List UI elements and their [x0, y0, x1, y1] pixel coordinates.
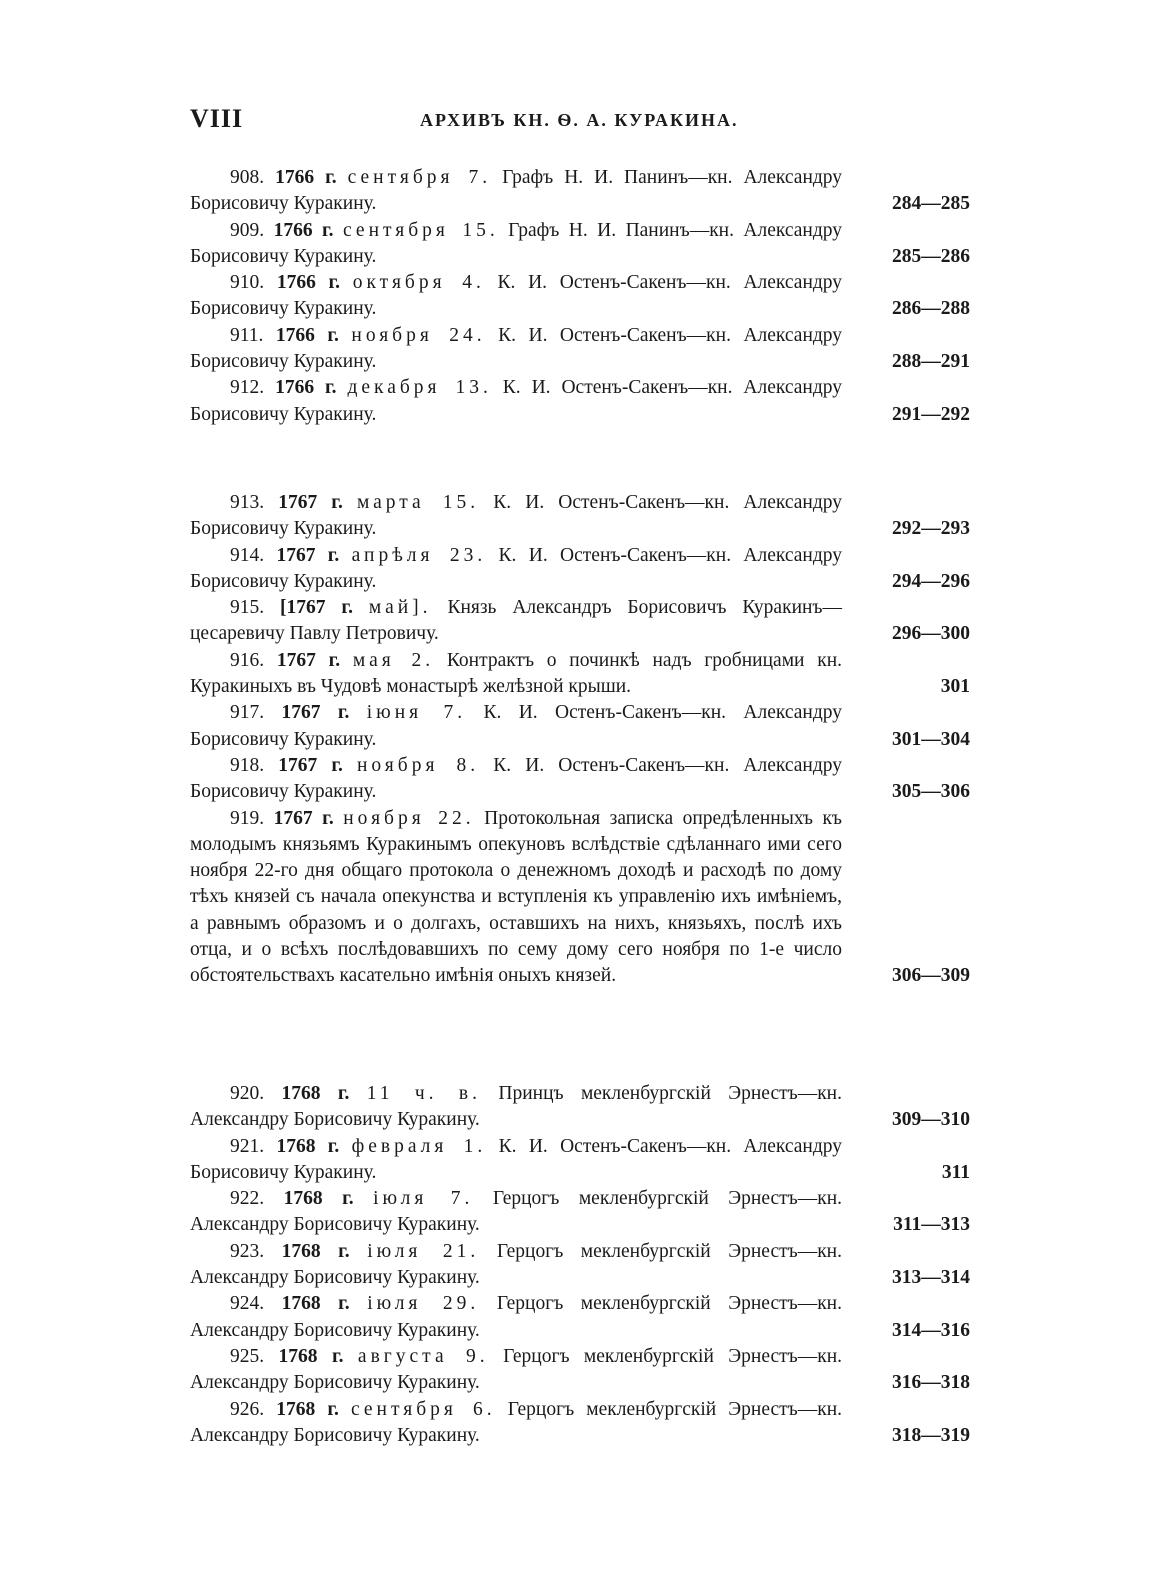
- entry-year: 1766 г.: [275, 377, 337, 399]
- entry-number: 920.: [230, 1083, 265, 1104]
- entry-text: [190, 375, 842, 428]
- entry-number: 913.: [230, 492, 265, 513]
- entry-description: К. И. Остенъ-Сакенъ—кн. Александру Борисовичу Куракину.: [190, 272, 843, 320]
- entry-text: [190, 270, 842, 323]
- contents-entry: [190, 270, 980, 323]
- entry-number: 923.: [230, 1240, 265, 1262]
- contents-entry: [190, 218, 980, 271]
- entry-text: [190, 1397, 842, 1450]
- entry-page-range: 314—316: [892, 1319, 970, 1341]
- entry-number: 916.: [230, 649, 265, 671]
- entry-date: іюля 7.: [373, 1188, 474, 1210]
- entry-description: Герцогъ мекленбургскій Эрнестъ—кн. Александру Борисовичу Куракину.: [190, 1398, 843, 1446]
- entry-year: 1766 г.: [273, 219, 334, 241]
- entry-page-range: 318—319: [892, 1424, 970, 1446]
- entry-year: 1766 г.: [276, 272, 341, 294]
- entry-number: 918.: [230, 754, 265, 776]
- entry-description: Герцогъ мекленбургскій Эрнестъ—кн. Александру Борисовичу Куракину.: [190, 1188, 843, 1236]
- entry-number: 914.: [230, 544, 265, 566]
- entry-description: Протокольная записка опредѣленныхъ къ молодымъ князьямъ Куракинымъ опекуновъ вслѣдствіе сдѣланнаго ими сего ноября 22-го дня общаго протокола о денежномъ доходѣ и расходѣ по дому тѣхъ князей съ начала опекунства и вступленія къ управленію ихъ имѣніемъ, а равнымъ образомъ и о долгахъ, оставшихъ на нихъ, князьяхъ, послѣ ихъ отца, и о всѣхъ послѣдовавшихъ по сему дому сего ноября по 1-е число обстоятельствахъ касательно имѣнія оныхъ князей.: [190, 807, 843, 987]
- entry-year: 1766 г.: [275, 167, 337, 188]
- entry-date: май].: [368, 597, 432, 619]
- contents-entry: [190, 1397, 980, 1450]
- entry-text: [190, 1081, 842, 1134]
- entry-date: 11 ч. в.: [366, 1083, 481, 1104]
- entry-text: [190, 1239, 842, 1292]
- contents-group-1767: [190, 490, 980, 990]
- entry-year: 1767 г.: [281, 702, 350, 724]
- entry-text: [190, 218, 842, 271]
- entry-year: 1767 г.: [278, 492, 343, 513]
- entry-number: 926.: [230, 1398, 265, 1420]
- entry-page-range: 313—314: [892, 1267, 970, 1289]
- entry-description: Князь Александръ Борисовичъ Куракинъ—цесаревичу Павлу Петровичу.: [190, 597, 843, 645]
- page-number: VIII: [190, 104, 244, 133]
- entry-description: К. И. Остенъ-Сакенъ—кн. Александру Борисовичу Куракину.: [190, 377, 843, 425]
- entry-year: 1768 г.: [276, 1135, 340, 1157]
- entry-page-range: 288—291: [892, 351, 970, 373]
- entry-date: мая 2.: [352, 649, 435, 671]
- entry-text: [190, 1134, 842, 1187]
- contents-entry: [190, 753, 980, 806]
- entry-page-range: 284—285: [892, 193, 970, 215]
- entry-text: [190, 1291, 842, 1344]
- entry-year: [1767 г.: [280, 597, 353, 619]
- entry-page-range: 291—292: [892, 403, 970, 425]
- entry-description: К. И. Остенъ-Сакенъ—кн. Александру Борисовичу Куракину.: [190, 492, 843, 540]
- entry-text: [190, 806, 842, 990]
- entry-date: апрѣля 23.: [351, 544, 487, 566]
- entry-year: 1767 г.: [276, 544, 340, 566]
- entry-date: сентября 7.: [347, 167, 492, 188]
- entry-year: 1768 г.: [281, 1293, 350, 1315]
- page-header: [190, 104, 990, 144]
- entry-description: К. И. Остенъ-Сакенъ—кн. Александру Борисовичу Куракину.: [190, 1135, 843, 1183]
- entry-date: ноября 22.: [343, 807, 475, 829]
- entry-number: 917.: [230, 702, 265, 724]
- entry-date: марта 15.: [356, 492, 480, 513]
- entry-date: ноября 24.: [351, 324, 486, 346]
- entry-page-range: 301: [940, 676, 970, 698]
- entry-date: сентября 15.: [343, 219, 499, 241]
- entry-text: [190, 165, 842, 218]
- entry-date: іюля 29.: [367, 1293, 480, 1315]
- entry-year: 1767 г.: [273, 807, 334, 829]
- entry-text: [190, 490, 842, 543]
- entry-text: [190, 1186, 842, 1239]
- entry-page-range: 301—304: [892, 728, 970, 750]
- entry-date: ноября 8.: [356, 754, 480, 776]
- contents-entry: [190, 595, 980, 648]
- entry-year: 1768 г.: [276, 1398, 339, 1420]
- contents-entry: [190, 1344, 980, 1397]
- entry-year: 1768 г.: [283, 1188, 354, 1210]
- entry-description: К. И. Остенъ-Сакенъ—кн. Александру Борисовичу Куракину.: [190, 324, 843, 373]
- entry-text: [190, 753, 842, 806]
- contents-entry: [190, 375, 980, 428]
- running-title: АРХИВЪ КН. Ѳ. А. КУРАКИНА.: [420, 110, 739, 130]
- contents-entry: [190, 806, 980, 990]
- entry-date: іюля 21.: [367, 1240, 480, 1262]
- entry-description: Герцогъ мекленбургскій Эрнестъ—кн. Александру Борисовичу Куракину.: [190, 1345, 843, 1394]
- entry-number: 925.: [230, 1345, 265, 1367]
- entry-description: Графъ Н. И. Панинъ—кн. Александру Борисовичу Куракину.: [190, 219, 843, 267]
- entry-page-range: 311: [941, 1161, 970, 1183]
- entry-text: [190, 595, 842, 648]
- entry-year: 1768 г.: [281, 1083, 350, 1104]
- entry-year: 1767 г.: [276, 649, 341, 671]
- entry-page-range: 285—286: [892, 245, 970, 267]
- entry-number: 921.: [230, 1135, 265, 1157]
- contents-entry: [190, 490, 980, 543]
- entry-description: Герцогъ мекленбургскій Эрнестъ—кн. Александру Борисовичу Куракину.: [190, 1240, 842, 1289]
- entry-page-range: 305—306: [892, 781, 970, 803]
- entry-number: 909.: [230, 219, 265, 241]
- entry-description: Графъ Н. И. Панинъ—кн. Александру Борисовичу Куракину.: [190, 167, 843, 215]
- contents-entry: [190, 1134, 980, 1187]
- entry-date: августа 9.: [357, 1345, 489, 1367]
- entry-page-range: 286—288: [892, 298, 970, 320]
- entry-date: декабря 13.: [347, 377, 492, 399]
- entry-description: Принцъ мекленбургскій Эрнестъ—кн. Александру Борисовичу Куракину.: [190, 1083, 842, 1131]
- entry-year: 1768 г.: [278, 1345, 344, 1367]
- entry-number: 910.: [230, 272, 265, 294]
- entry-text: [190, 543, 842, 596]
- entry-text: [190, 700, 842, 753]
- entry-text: [190, 648, 842, 701]
- contents-entry: [190, 648, 980, 701]
- entry-year: 1767 г.: [278, 754, 343, 776]
- entry-number: 922.: [230, 1188, 265, 1210]
- entry-number: 911.: [230, 324, 264, 346]
- entry-date: февраля 1.: [351, 1135, 487, 1157]
- entry-page-range: 292—293: [892, 518, 970, 540]
- entry-number: 919.: [230, 807, 265, 829]
- entry-text: [190, 1344, 842, 1397]
- contents-entry: [190, 700, 980, 753]
- entry-text: [190, 323, 842, 376]
- contents-entry: [190, 165, 980, 218]
- entry-description: К. И. Остенъ-Сакенъ—кн. Александру Борисовичу Куракину.: [190, 702, 843, 750]
- entry-description: К. И. Остенъ-Сакенъ—кн. Александру Борисовичу Куракину.: [190, 544, 843, 592]
- contents-entry: [190, 1291, 980, 1344]
- entry-page-range: 296—300: [892, 623, 970, 645]
- entry-page-range: 294—296: [892, 570, 970, 592]
- contents-group-1766: [190, 165, 980, 428]
- entry-date: октября 4.: [352, 272, 485, 294]
- entry-date: сентября 6.: [350, 1398, 496, 1420]
- entry-page-range: 306—309: [892, 965, 970, 987]
- entry-description: Контрактъ о починкѣ надъ гробницами кн. Куракиныхъ въ Чудовѣ монастырѣ желѣзной крыши.: [190, 649, 843, 698]
- contents-entry: [190, 1186, 980, 1239]
- entry-number: 915.: [230, 597, 265, 619]
- entry-page-range: 309—310: [892, 1109, 970, 1131]
- entry-year: 1766 г.: [275, 324, 339, 346]
- entry-description: Герцогъ мекленбургскій Эрнестъ—кн. Александру Борисовичу Куракину.: [190, 1293, 842, 1341]
- entry-description: К. И. Остенъ-Сакенъ—кн. Александру Борисовичу Куракину.: [190, 754, 843, 803]
- entry-page-range: 311—313: [893, 1214, 970, 1236]
- contents-entry: [190, 1081, 980, 1134]
- contents-entry: [190, 323, 980, 376]
- contents-group-1768: [190, 1081, 980, 1449]
- entry-number: 924.: [230, 1293, 265, 1315]
- contents-entry: [190, 1239, 980, 1292]
- entry-number: 912.: [230, 377, 265, 399]
- entry-number: 908.: [230, 167, 265, 188]
- contents-entry: [190, 543, 980, 596]
- entry-date: іюня 7.: [366, 702, 467, 724]
- entry-page-range: 316—318: [892, 1372, 970, 1394]
- entry-year: 1768 г.: [281, 1240, 350, 1262]
